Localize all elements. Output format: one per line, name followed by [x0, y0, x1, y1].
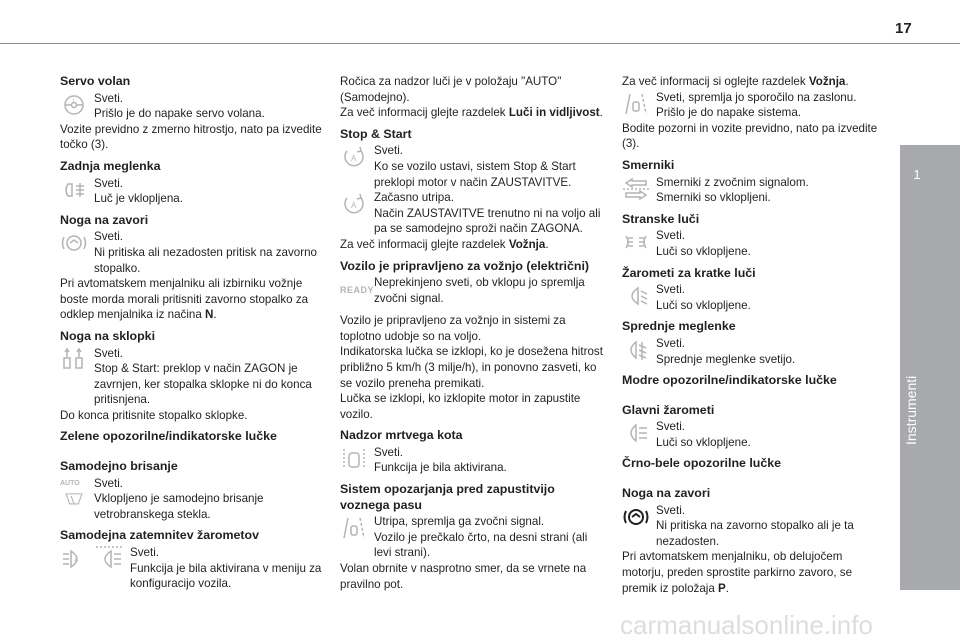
- driving-ref-end: .: [845, 75, 849, 88]
- column-2: [340, 74, 605, 592]
- column-3: [622, 74, 887, 596]
- dipped-beam-icon: [622, 282, 656, 312]
- driving-ref: Vožnja: [808, 75, 846, 88]
- lane-departure-fault-icon: [622, 90, 656, 120]
- header-divider: [0, 43, 960, 44]
- stop-start-line-3: Začasno utripa.: [374, 191, 454, 205]
- driving-ref-text: Za več informacij si oglejte razdelek: [622, 75, 809, 88]
- chapter-tab: [900, 145, 960, 590]
- lights-intro-text: Za več informacij glejte razdelek: [340, 106, 509, 120]
- rear-fog-icon: [60, 176, 94, 206]
- brake-line-3-text: Pri avtomatskem menjalniku ali izbirniku vožnje boste morda morali pritisniti zavorno stopalko za odklep menjalnika iz načina: [60, 277, 309, 322]
- side-lights-line-1: Sveti.: [656, 229, 685, 243]
- side-lights-icon: [622, 228, 656, 258]
- main-beam-title: Glavni žarometi: [622, 402, 715, 417]
- svg-text:A: A: [351, 154, 357, 164]
- stop-start-ref: Vožnja: [508, 237, 546, 251]
- side-lights-title: Stranske luči: [622, 211, 700, 226]
- stop-start-line-5: [340, 237, 605, 253]
- lane-fault-line-1: Sveti, spremlja jo sporočilo na zaslonu.: [656, 90, 857, 104]
- brake2-line-3: [622, 549, 887, 596]
- green-lamps-heading: Zelene opozorilne/indikatorske lučke: [60, 429, 277, 444]
- auto-wiper-icon-label: AUTO: [60, 479, 80, 487]
- headlamp-auto-icon: [60, 545, 90, 573]
- front-fog-title: Sprednje meglenke: [622, 319, 736, 334]
- foot-on-clutch-icon: [60, 346, 94, 376]
- clutch-title: Noga na sklopki: [60, 328, 156, 343]
- lights-intro-end: .: [599, 106, 603, 120]
- lights-intro-ref: Luči in vidljivost: [508, 106, 600, 120]
- clutch-line-2-start: Stop & Start: preklop v način ZAGON je zavrnjen, ker stopalka sklopke ni do konca pritisnjena.: [94, 362, 312, 407]
- indicators-title: Smerniki: [622, 157, 675, 172]
- dipped-line-1: Sveti.: [656, 283, 685, 297]
- main-beam-icon: [622, 419, 656, 449]
- rear-fog-line-2: Luč je vklopljena.: [94, 192, 183, 206]
- svg-text:A: A: [74, 558, 79, 565]
- lane-fault-line-3: Bodite pozorni in vozite previdno, nato pa izvedite (3).: [622, 121, 878, 151]
- stop-start-line-4: Način ZAUSTAVITVE trenutno ni na voljo ali pa se samodejno sproži način ZAGONA.: [374, 206, 601, 236]
- ready-line-4: Lučka se izklopi, ko izklopite motor in zapustite vozilo.: [340, 392, 581, 421]
- indicators-line-1: Smerniki z zvočnim signalom.: [656, 175, 809, 189]
- blind-spot-line-2: Funkcija je bila aktivirana.: [374, 461, 507, 475]
- svg-text:A: A: [351, 201, 357, 211]
- watermark: carmanualsonline.info: [620, 610, 873, 640]
- stop-start-ref-text: Za več informacij glejte razdelek: [340, 237, 509, 251]
- blind-spot-line-1: Sveti.: [374, 445, 403, 459]
- turn-signal-icon: [622, 175, 656, 205]
- lane-departure-icon: [340, 514, 374, 544]
- steering-warning-icon: [60, 91, 94, 121]
- lane-line-3: Volan obrnite v nasprotno smer, da se vrnete na pravilno pot.: [340, 562, 587, 591]
- stop-start-icon: [340, 143, 374, 173]
- brake-mode-n: N: [205, 308, 214, 322]
- stop-start-ref-end: .: [545, 237, 549, 251]
- front-fog-line-1: Sveti.: [656, 336, 685, 350]
- brake-line-3-end: .: [213, 308, 217, 322]
- brake2-line-2: Ni pritiska na zavorno stopalko ali je ta nezadosten.: [656, 519, 854, 548]
- front-fog-icon: [622, 336, 656, 366]
- auto-wipe-line-1: Sveti.: [94, 476, 123, 490]
- main-beam-line-1: Sveti.: [656, 420, 685, 434]
- brake-line-2-start: Ni pritiska ali nezadosten pritisk na zavorno stopalko.: [94, 245, 317, 275]
- brake2-title: Noga na zavori: [622, 486, 711, 501]
- dipped-title: Žarometi za kratke luči: [622, 265, 756, 280]
- driving-ref-line: [622, 74, 887, 90]
- column-1: [60, 74, 325, 592]
- lane-line-2: Vozilo je prečkalo črto, na desni strani (ali levi strani).: [374, 530, 588, 560]
- auto-wiper-icon: [60, 476, 94, 506]
- ready-line-2: Vozilo je pripravljeno za vožnjo in sistemi za toplotno udobje so na voljo.: [340, 314, 566, 343]
- ready-title: Vozilo je pripravljeno za vožnjo (električni): [340, 258, 590, 273]
- dipped-line-2: Luči so vklopljene.: [656, 298, 751, 312]
- brake-line-3: [60, 276, 325, 323]
- lane-title: Sistem opozarjanja pred zapustitvijo voznega pasu: [340, 482, 555, 512]
- ready-icon: READY: [340, 285, 375, 296]
- brake2-mode-p: P: [718, 581, 726, 595]
- auto-wipe-title: Samodejno brisanje: [60, 459, 178, 474]
- servo-line-3: Vozite previdno z zmerno hitrostjo, nato pa izvedite točko (3).: [60, 122, 322, 152]
- clutch-line-3: Do konca pritisnite stopalko sklopke.: [60, 408, 248, 422]
- lane-fault-line-2: Prišlo je do napake sistema.: [656, 106, 801, 120]
- auto-wipe-line-2: Vklopljeno je samodejno brisanje vetrobranskega stekla.: [94, 492, 264, 521]
- main-beam-line-2: Luči so vklopljene.: [656, 435, 751, 449]
- front-fog-line-2: Sprednje meglenke svetijo.: [656, 352, 796, 366]
- rear-fog-title: Zadnja meglenka: [60, 158, 161, 173]
- ready-line-3: Indikatorska lučka se izklopi, ko je dosežena hitrost približno 5 km/h (3 milje/h), in ponovno zasveti, ko se vozilo preneha premikati.: [340, 345, 603, 390]
- foot-on-brake-dark-icon: [622, 503, 656, 533]
- servo-title: Servo volan: [60, 74, 131, 88]
- brake2-line-3-text: Pri avtomatskem menjalniku, ob delujočem motorju, preden sprostite parkirno zavoro, se premik iz položaja: [622, 550, 853, 595]
- side-lights-line-2: Luči so vklopljene.: [656, 244, 751, 258]
- auto-dip-icons: [60, 545, 130, 575]
- foot-on-brake-icon: [60, 229, 94, 259]
- auto-dip-line-2: Funkcija je bila aktivirana v meniju za konfiguracijo vozila.: [130, 561, 322, 591]
- bw-lamps-heading: Črno-bele opozorilne lučke: [622, 456, 782, 471]
- servo-line-1: Sveti.: [94, 91, 123, 105]
- svg-text:!: !: [72, 98, 75, 105]
- brake2-line-3-end: .: [725, 581, 729, 595]
- indicators-line-2: Smerniki so vklopljeni.: [656, 191, 771, 205]
- blue-lamps-heading: Modre opozorilne/indikatorske lučke: [622, 373, 837, 388]
- brake-title: Noga na zavori: [60, 212, 149, 227]
- blind-spot-icon: [340, 445, 374, 475]
- headlamp-beam-icon: [94, 545, 124, 573]
- ready-line-1: Neprekinjeno sveti, ob vklopu jo spremlja zvočni signal.: [374, 276, 585, 305]
- lane-line-1: Utripa, spremlja ga zvočni signal.: [374, 515, 545, 529]
- page-number: 17: [895, 20, 912, 37]
- auto-dip-title: Samodejna zatemnitev žarometov: [60, 528, 260, 543]
- servo-line-2: Prišlo je do napake servo volana.: [94, 107, 265, 121]
- chapter-number: 1: [913, 167, 921, 182]
- auto-dip-line-1: Sveti.: [130, 546, 159, 560]
- brake-line-1: Sveti.: [94, 230, 123, 244]
- stop-start-line-1: Sveti.: [374, 144, 403, 158]
- lights-intro-line-1: Ročica za nadzor luči je v položaju "AUTO" (Samodejno).: [340, 75, 562, 104]
- stop-start-flash-icon: [340, 190, 374, 220]
- blind-spot-title: Nadzor mrtvega kota: [340, 428, 463, 443]
- stop-start-line-2: Ko se vozilo ustavi, sistem Stop & Start preklopi motor v način ZAUSTAVITVE.: [374, 159, 576, 189]
- stop-start-title: Stop & Start: [340, 126, 412, 141]
- clutch-line-1: Sveti.: [94, 346, 123, 360]
- lights-intro-line-2: [340, 105, 605, 121]
- brake2-line-1: Sveti.: [656, 503, 685, 517]
- rear-fog-line-1: Sveti.: [94, 176, 123, 190]
- chapter-label: Instrumenti: [903, 375, 919, 445]
